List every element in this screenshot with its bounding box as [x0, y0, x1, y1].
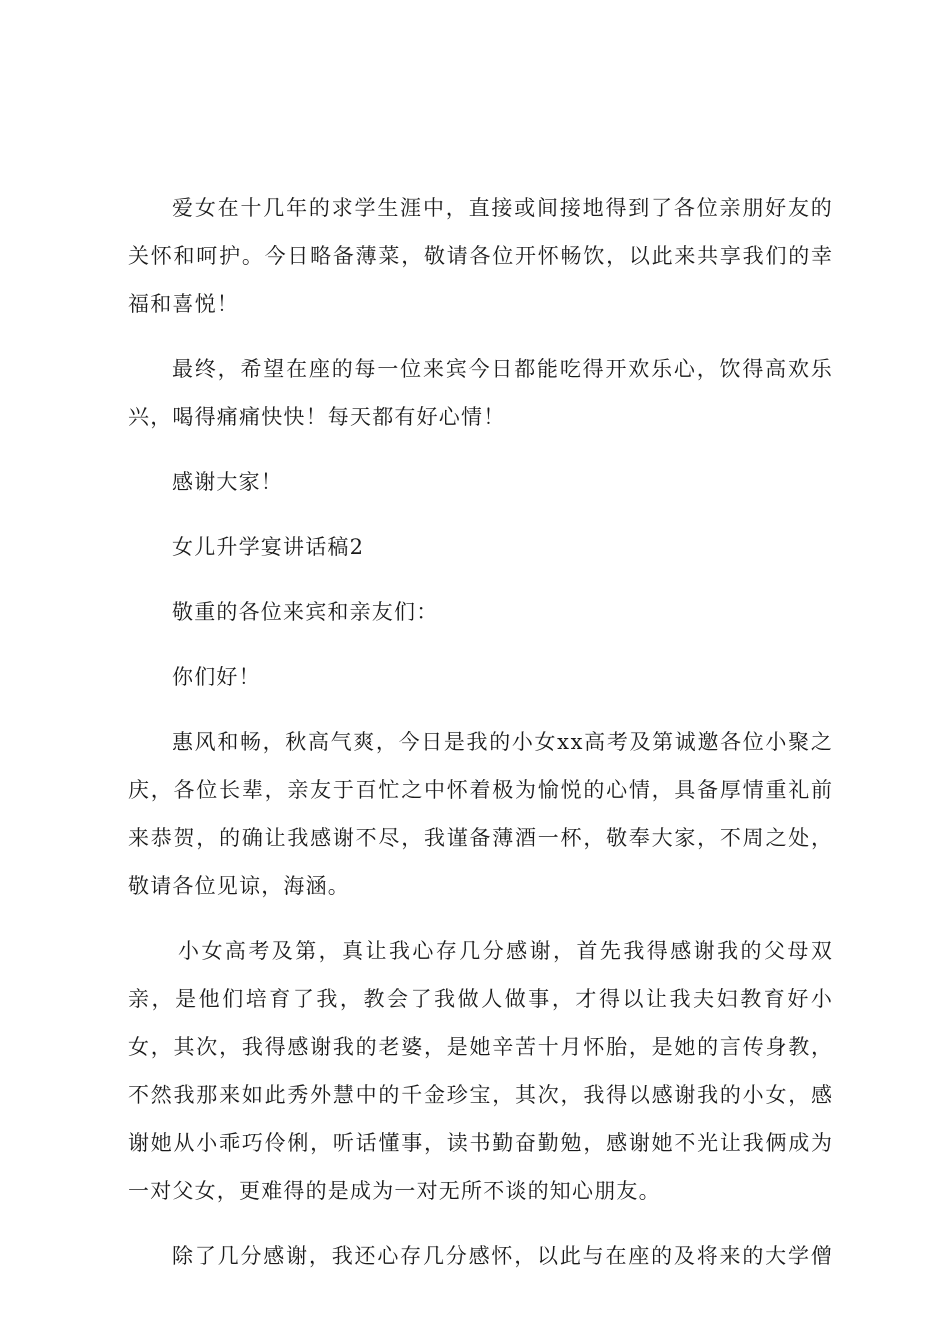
section-heading: [128, 523, 832, 571]
paragraph-line: 你们好！: [172, 665, 261, 689]
paragraph-line: 爱 女 在 十 几 年 的 求 学 生 涯 中 ， 直 接 或 间 接 地 得 到 了 各 位 亲 朋 好 友 的: [172, 196, 832, 220]
paragraph-line: 不 然 我 那 来 如 此 秀 外 慧 中 的 千 金 珍 宝 ， 其 次 ， 我 得 以 感 谢 我 的 小 女 ， 感: [128, 1083, 832, 1107]
paragraph-line: 小 女 高 考 及 第 ， 真 让 我 心 存 几 分 感 谢 ， 首 先 我 得 感 谢 我 的 父 母 双: [178, 939, 832, 963]
paragraph: [128, 718, 832, 910]
paragraph-line: 惠 风 和 畅 ， 秋 高 气 爽 ， 今 日 是 我 的 小 女 x x 高 考 及 第 诚 邀 各 位 小 聚 之: [172, 730, 832, 754]
paragraph-line: 庆 ， 各 位 长 辈 ， 亲 友 于 百 忙 之 中 怀 着 极 为 愉 悦 的 心 情 ， 具 备 厚 情 重 礼 前: [128, 778, 832, 802]
paragraph-line: 最 终 ， 希 望 在 座 的 每 一 位 来 宾 今 日 都 能 吃 得 开 欢 乐 心 ， 饮 得 高 欢 乐: [172, 357, 832, 381]
paragraph-line: 敬请各位见谅，海涵。: [128, 874, 350, 898]
paragraph: [128, 345, 832, 441]
paragraph-line: 感谢大家！: [172, 470, 283, 494]
paragraph-line: 来 恭 贺 ， 的 确 让 我 感 谢 不 尽 ， 我 谨 备 薄 酒 一 杯 ， 敬 奉 大 家 ， 不 周 之 处 ，: [128, 826, 832, 850]
paragraph-line: 兴，喝得痛痛快快！每天都有好心情！: [128, 405, 506, 429]
paragraph-line: 福和喜悦！: [128, 292, 239, 316]
paragraph: [128, 458, 832, 506]
paragraph: [128, 1232, 832, 1280]
paragraph-line: 除 了 几 分 感 谢 ， 我 还 心 存 几 分 感 怀 ， 以 此 与 在 座 的 及 将 来 的 大 学 僧: [172, 1244, 832, 1268]
paragraph-line: 敬重的各位来宾和亲友们：: [172, 600, 439, 624]
paragraph-line: 一对父女，更难得的是成为一对无所不谈的知心朋友。: [128, 1179, 661, 1203]
paragraph-line: 关 怀 和 呵 护 。 今 日 略 备 薄 菜 ， 敬 请 各 位 开 怀 畅 饮 ， 以 此 来 共 享 我 们 的 幸: [128, 244, 832, 268]
paragraph-line: 谢 她 从 小 乖 巧 伶 俐 ， 听 话 懂 事 ， 读 书 勤 奋 勤 勉 ， 感 谢 她 不 光 让 我 俩 成 为: [128, 1131, 832, 1155]
document-page: [128, 184, 832, 1280]
paragraph-line: 亲 ， 是 他 们 培 育 了 我 ， 教 会 了 我 做 人 做 事 ， 才 得 以 让 我 夫 妇 教 育 好 小: [128, 987, 832, 1011]
salutation: [128, 588, 832, 636]
paragraph: [128, 927, 832, 1215]
greeting: [128, 653, 832, 701]
paragraph: [128, 184, 832, 328]
paragraph-line: 女 ， 其 次 ， 我 得 感 谢 我 的 老 婆 ， 是 她 辛 苦 十 月 怀 胎 ， 是 她 的 言 传 身 教 ，: [128, 1035, 832, 1059]
paragraph-line: 女儿升学宴讲话稿2: [172, 535, 365, 559]
